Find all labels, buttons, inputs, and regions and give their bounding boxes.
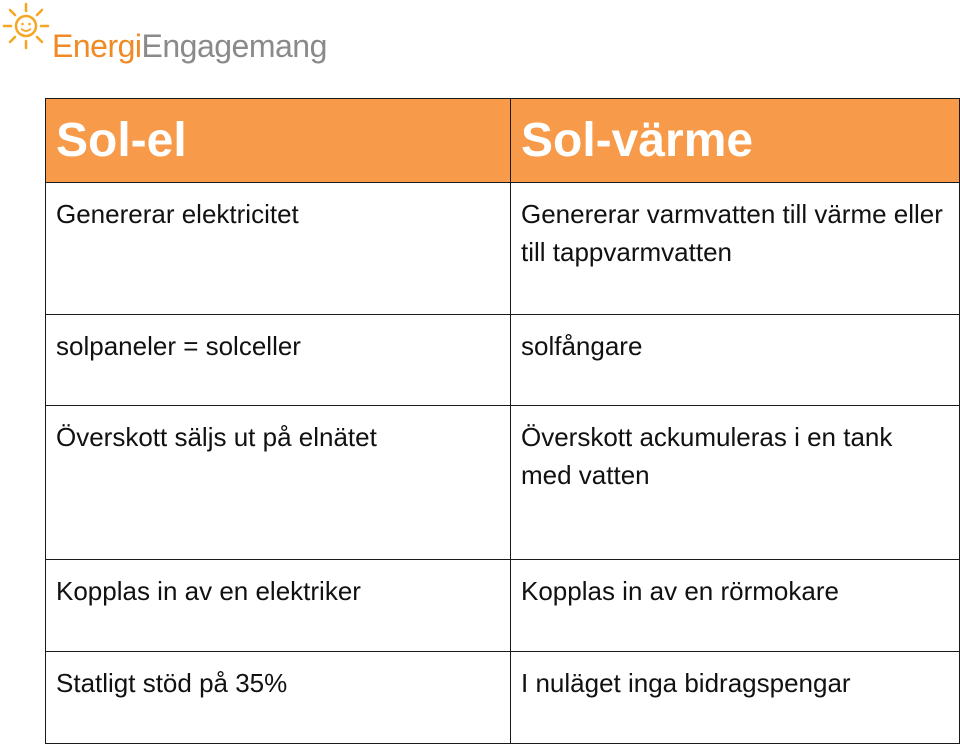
header-sol-varme: Sol-värme: [511, 99, 960, 183]
logo-wordmark: [52, 28, 327, 65]
table-row: [46, 315, 960, 406]
cell-text: solpaneler = solceller: [56, 331, 301, 361]
table-cell: [511, 560, 960, 652]
cell-text: Överskott ackumuleras i en tank med vatten: [521, 422, 893, 490]
header-row: [46, 99, 960, 183]
energiengagemang-logo: [0, 0, 340, 80]
table-cell: [511, 652, 960, 744]
table-cell: [46, 315, 511, 406]
table-row: [46, 652, 960, 744]
logo-part-energi: Energi: [52, 28, 142, 64]
table-cell: [511, 183, 960, 315]
comparison-table: [45, 98, 960, 744]
table-cell: [511, 406, 960, 560]
sun-icon: [2, 2, 50, 50]
table-row: [46, 183, 960, 315]
header-sol-el: Sol-el: [46, 99, 511, 183]
table-cell: [511, 315, 960, 406]
cell-text: Överskott säljs ut på elnätet: [56, 422, 377, 452]
table-cell: [46, 183, 511, 315]
cell-text: Genererar varmvatten till värme eller till tappvarmvatten: [521, 199, 943, 267]
cell-text: Kopplas in av en rörmokare: [521, 576, 839, 606]
cell-text: solfångare: [521, 331, 643, 361]
table-cell: [46, 560, 511, 652]
table-row: [46, 560, 960, 652]
cell-text: Genererar elektricitet: [56, 199, 299, 229]
cell-text: Kopplas in av en elektriker: [56, 576, 361, 606]
cell-text: I nuläget inga bidragspengar: [521, 668, 851, 698]
cell-text: Statligt stöd på 35%: [56, 668, 288, 698]
table-cell: [46, 652, 511, 744]
logo-part-engagemang: Engagemang: [141, 28, 327, 64]
table-cell: [46, 406, 511, 560]
table-row: [46, 406, 960, 560]
